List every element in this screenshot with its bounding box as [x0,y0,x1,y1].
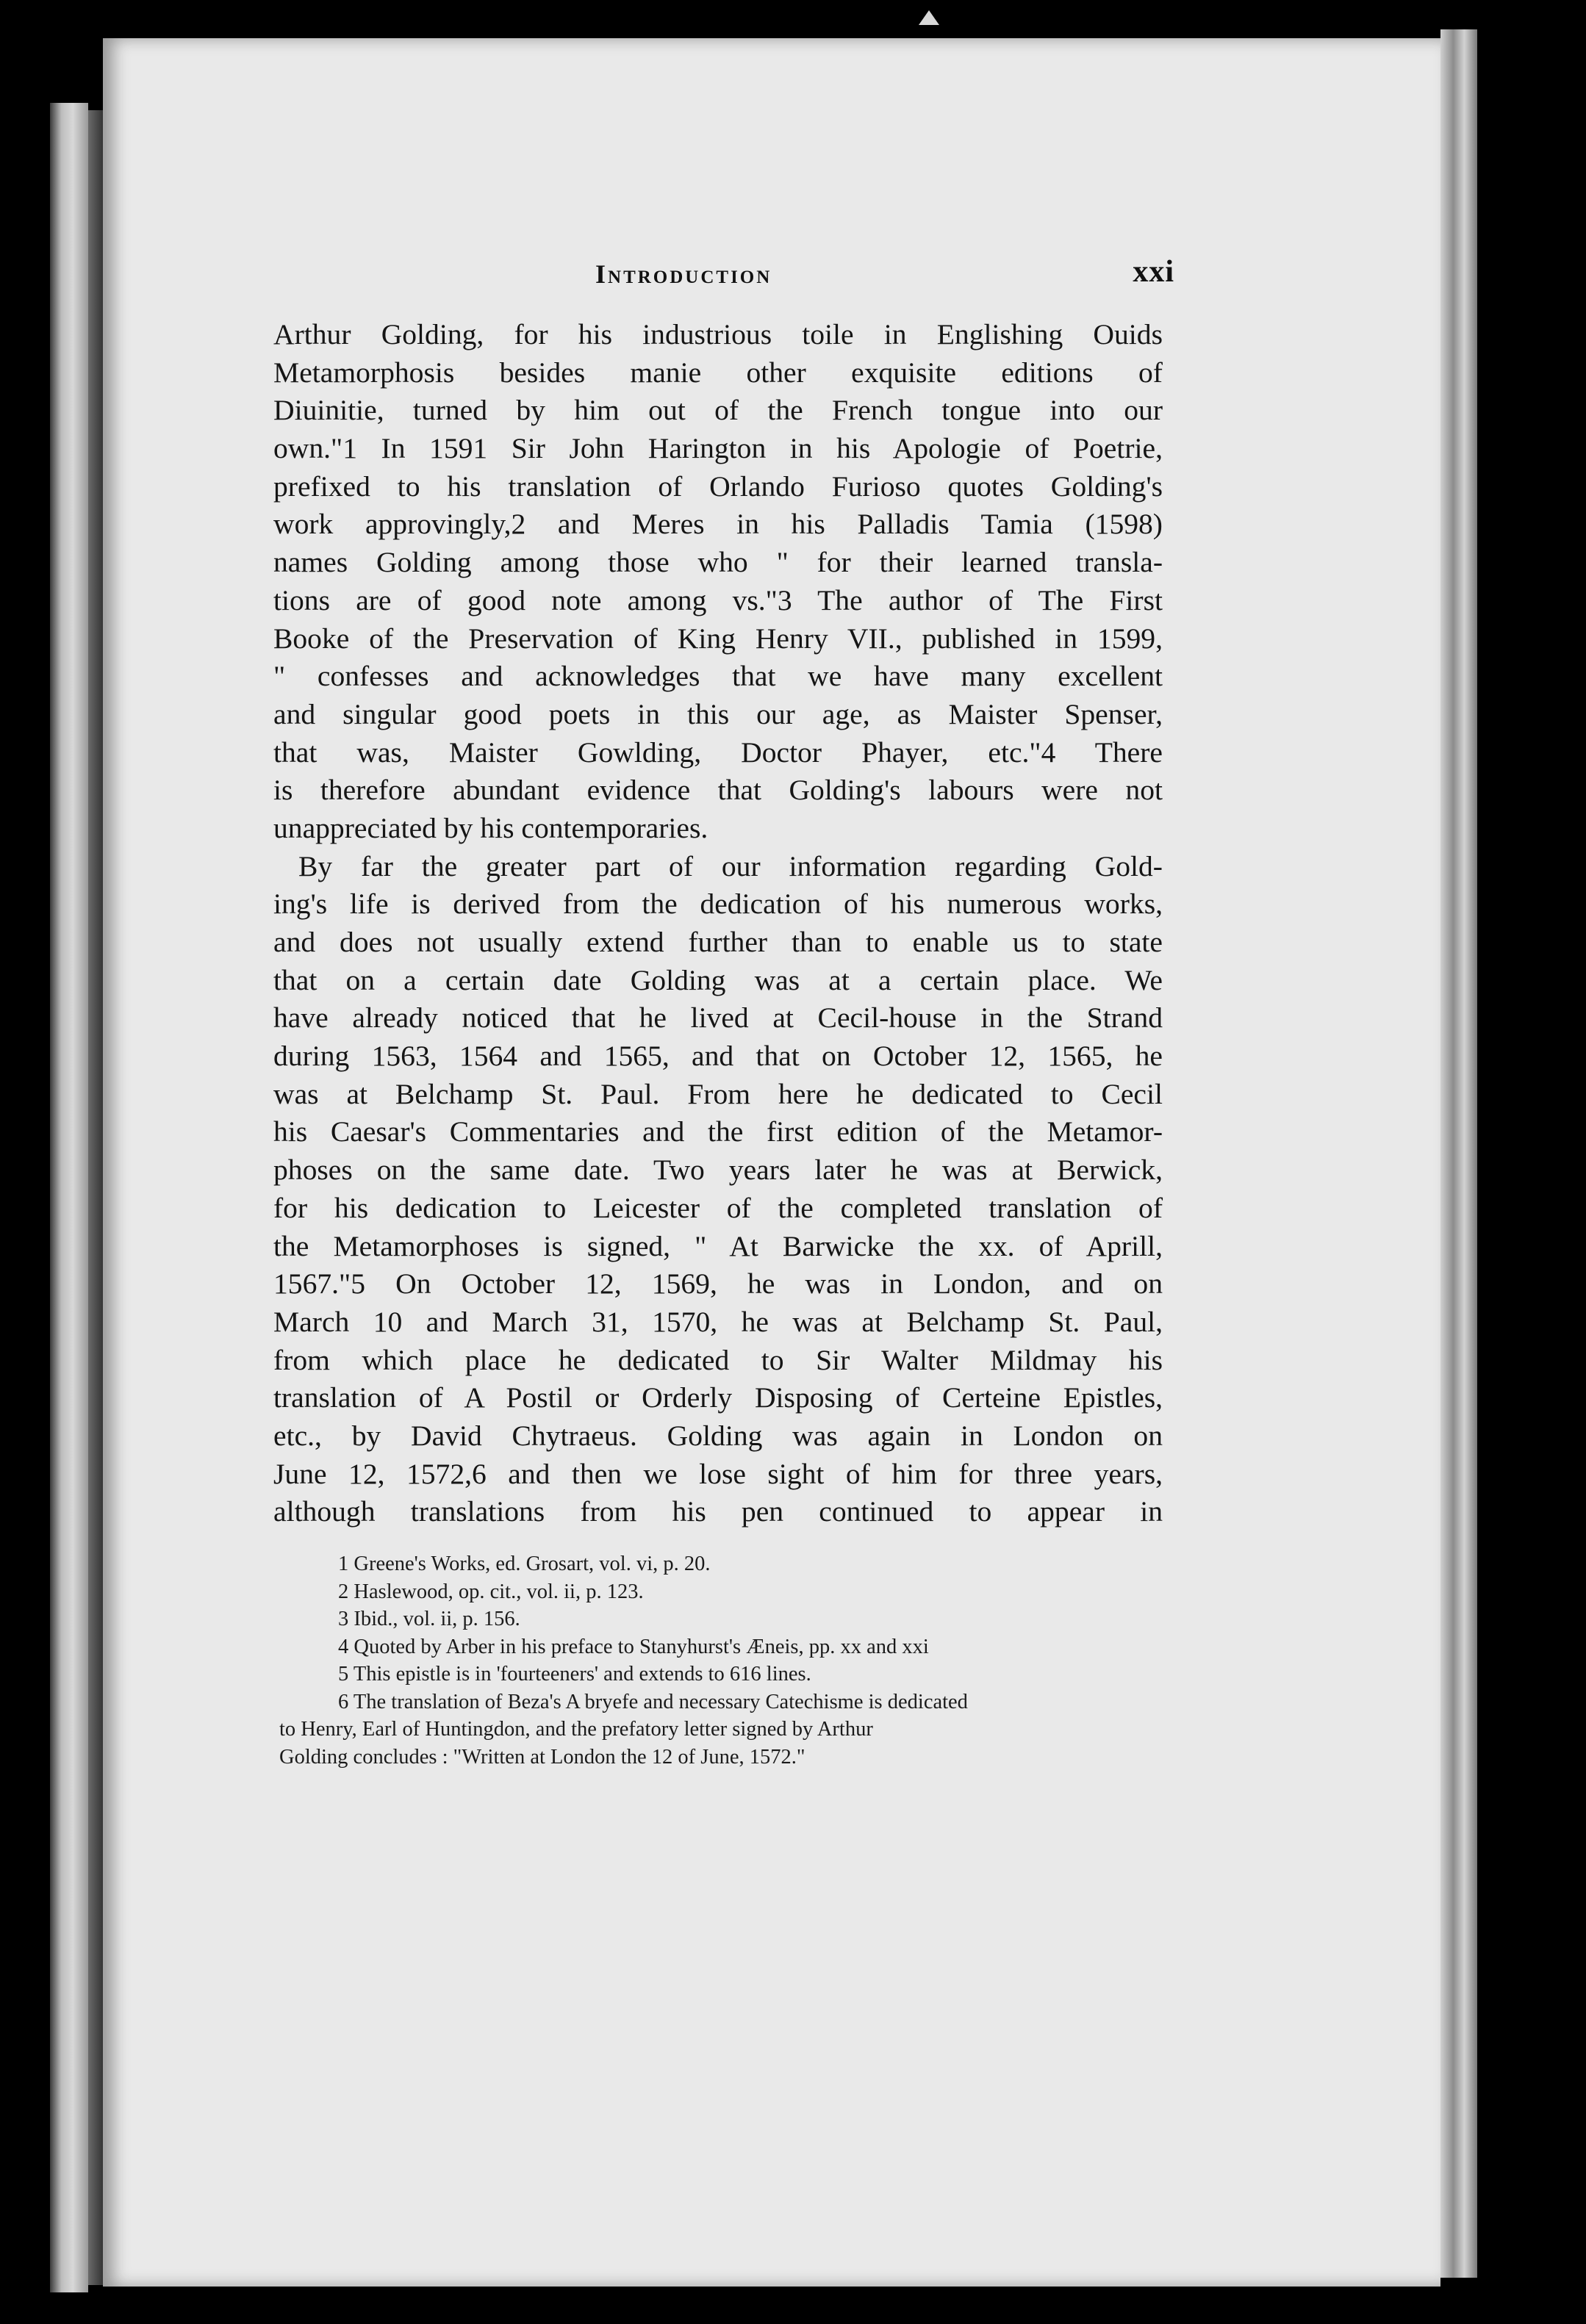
text-line: and does not usually extend further than to enable us to state [273,926,1163,958]
text-line: his Caesar's Commentaries and the first edition of the Metamor- [273,1115,1163,1148]
footnote: 4 Quoted by Arber in his preface to Stanyhurst's Æneis, pp. xx and xxi [338,1635,929,1658]
footnote: 2 Haslewood, op. cit., vol. ii, p. 123. [338,1580,644,1603]
text-line: phoses on the same date. Two years later he was at Berwick, [273,1154,1163,1187]
book-page-edge [1440,29,1477,2278]
text-line: from which place he dedicated to Sir Walter Mildmay his [273,1343,1163,1376]
footnote: 3 Ibid., vol. ii, p. 156. [338,1608,520,1630]
page-header [272,255,1183,303]
text-line: Booke of the Preservation of King Henry VII., published in 1599, [273,622,1163,655]
text-line: Diuinitie, turned by him out of the French tongue into our [273,394,1163,427]
text-line: March 10 and March 31, 1570, he was at Belchamp St. Paul, [273,1305,1163,1338]
text-line: that was, Maister Gowlding, Doctor Phayer, etc."4 There [273,735,1163,769]
footnote: 6 The translation of Beza's A bryefe and necessary Catechisme is dedicated [338,1690,968,1713]
footnote-continuation: to Henry, Earl of Huntingdon, and the prefatory letter signed by Arthur [279,1718,873,1741]
text-line: names Golding among those who " for their learned transla- [273,546,1163,579]
text-line: Arthur Golding, for his industrious toile in Englishing Ouids [273,318,1163,350]
text-line: work approvingly,2 and Meres in his Palladis Tamia (1598) [273,508,1163,541]
footnote: 5 This epistle is in 'fourteeners' and extends to 616 lines. [338,1663,811,1686]
footnotes [272,1550,1164,1771]
text-line: is therefore abundant evidence that Golding's labours were not [273,774,1163,807]
text-line: 1567."5 On October 12, 1569, he was in London, and on [273,1267,1163,1300]
text-line: etc., by David Chytraeus. Golding was again in London on [273,1419,1163,1452]
text-line: for his dedication to Leicester of the completed translation of [273,1191,1163,1224]
main-text [273,316,1163,1531]
text-line: Metamorphosis besides manie other exquisite editions of [273,356,1163,389]
text-line: unappreciated by his contemporaries. [273,811,708,844]
text-line: have already noticed that he lived at Cecil-house in the Strand [273,1001,1163,1035]
text-line: that on a certain date Golding was at a certain place. We [273,963,1163,996]
text-line: although translations from his pen continued to appear in [273,1495,1163,1528]
footnote: 1 Greene's Works, ed. Grosart, vol. vi, p. 20. [338,1553,711,1575]
book-spine-edge [50,103,88,2292]
scan-marker [919,10,939,25]
text-line: ing's life is derived from the dedication of his numerous works, [273,888,1163,921]
running-title: Introduction [595,259,772,289]
text-line: was at Belchamp St. Paul. From here he dedicated to Cecil [273,1077,1163,1110]
text-line: own."1 In 1591 Sir John Harington in his Apologie of Poetrie, [273,432,1163,465]
text-line: prefixed to his translation of Orlando Furioso quotes Golding's [273,470,1163,503]
text-line: " confesses and acknowledges that we have many excellent [273,660,1163,693]
footnote-continuation: Golding concludes : "Written at London the 12 of June, 1572." [279,1745,805,1769]
text-line: June 12, 1572,6 and then we lose sight of him for three years, [273,1457,1163,1490]
paragraph-start-line: By far the greater part of our information regarding Gold- [298,849,1163,882]
text-line: tions are of good note among vs."3 The author of The First [273,583,1163,616]
text-line: during 1563, 1564 and 1565, and that on October 12, 1565, he [273,1040,1163,1073]
page-number: xxi [1133,255,1174,289]
text-line: translation of A Postil or Orderly Disposing of Certeine Epistles, [273,1381,1163,1414]
text-line: and singular good poets in this our age, as Maister Spenser, [273,697,1163,730]
text-line: the Metamorphoses is signed, " At Barwicke the xx. of Aprill, [273,1229,1163,1262]
